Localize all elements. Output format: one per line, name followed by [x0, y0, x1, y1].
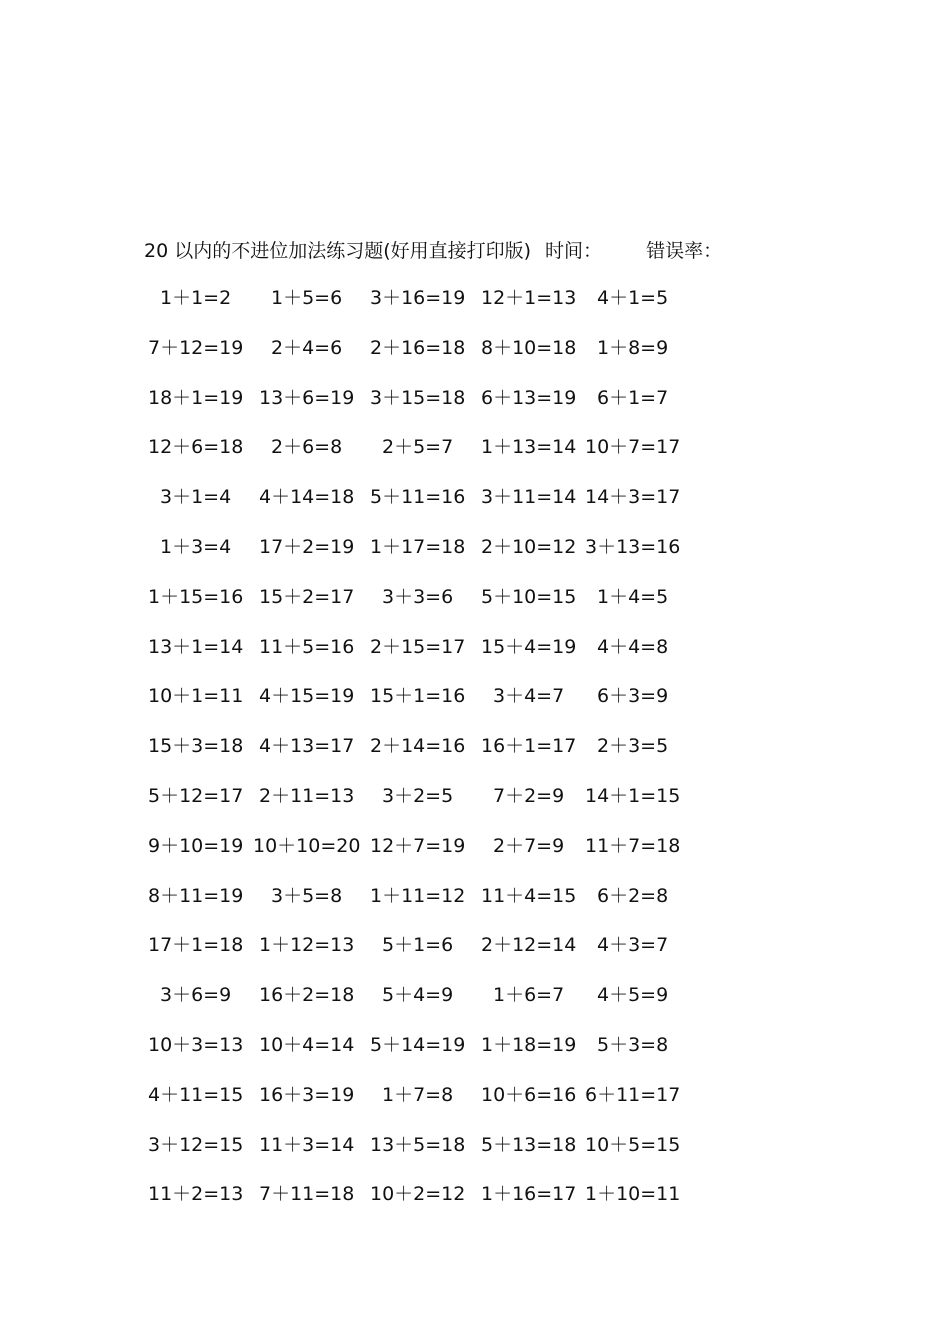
addition-problem: 10＋4=14: [259, 1034, 355, 1056]
addition-problem: 12＋7=19: [370, 834, 466, 857]
addition-problem: 4＋15=19: [259, 685, 355, 708]
addition-problem: 10＋10=20: [253, 834, 361, 857]
addition-problem: 1＋10=11: [585, 1183, 681, 1206]
addition-problem: 10＋3=13: [148, 1034, 244, 1056]
addition-problem: 4＋1=5: [597, 287, 669, 309]
addition-problem: 10＋5=15: [585, 1133, 681, 1156]
addition-problem: 3＋13=16: [585, 536, 681, 558]
addition-problem: 13＋5=18: [370, 1133, 466, 1156]
addition-problem: 5＋13=18: [481, 1133, 577, 1156]
addition-problem: 18＋1=19: [148, 386, 244, 409]
problem-row: [0, 931, 950, 959]
addition-problem: 16＋1=17: [481, 735, 577, 758]
addition-problem: 10＋7=17: [585, 436, 681, 459]
addition-problem: 3＋6=9: [160, 984, 232, 1007]
addition-problem: 6＋1=7: [597, 386, 669, 409]
problem-row: [0, 682, 950, 710]
addition-problem: 5＋11=16: [370, 486, 466, 509]
addition-problem: 15＋1=16: [370, 685, 466, 708]
worksheet-title: 20 以内的不进位加法练习题(好用直接打印版): [144, 240, 532, 262]
problem-row: [0, 1081, 950, 1109]
addition-problem: 16＋3=19: [259, 1083, 355, 1106]
addition-problem: 10＋6=16: [481, 1083, 577, 1106]
addition-problem: 12＋6=18: [148, 436, 244, 459]
problem-row: [0, 384, 950, 412]
addition-problem: 2＋3=5: [597, 735, 669, 758]
problem-row: [0, 732, 950, 760]
addition-problem: 1＋12=13: [259, 934, 355, 957]
addition-problem: 17＋2=19: [259, 536, 355, 558]
addition-problem: 2＋14=16: [370, 735, 466, 758]
problem-row: [0, 832, 950, 860]
problem-row: [0, 1131, 950, 1159]
problem-row: [0, 782, 950, 810]
addition-problem: 1＋6=7: [493, 984, 565, 1007]
addition-problem: 2＋7=9: [493, 834, 565, 857]
addition-problem: 3＋2=5: [382, 785, 454, 807]
problem-row: [0, 334, 950, 362]
addition-problem: 3＋11=14: [481, 486, 577, 509]
addition-problem: 4＋11=15: [148, 1083, 244, 1106]
addition-problem: 1＋15=16: [148, 585, 244, 608]
addition-problem: 13＋1=14: [148, 635, 244, 658]
addition-problem: 7＋2=9: [493, 785, 565, 807]
problem-row: [0, 583, 950, 611]
addition-problem: 11＋3=14: [259, 1133, 355, 1156]
addition-problem: 15＋2=17: [259, 585, 355, 608]
addition-problem: 14＋1=15: [585, 785, 681, 807]
problem-row: [0, 633, 950, 661]
addition-problem: 11＋5=16: [259, 635, 355, 658]
addition-problem: 7＋12=19: [148, 336, 244, 359]
problem-row: [0, 433, 950, 461]
addition-problem: 6＋2=8: [597, 884, 669, 907]
addition-problem: 1＋4=5: [597, 585, 669, 608]
addition-problem: 16＋2=18: [259, 984, 355, 1007]
problem-row: [0, 882, 950, 910]
addition-problem: 2＋11=13: [259, 785, 355, 807]
addition-problem: 3＋4=7: [493, 685, 565, 708]
addition-problem: 9＋10=19: [148, 834, 244, 857]
addition-problem: 2＋5=7: [382, 436, 454, 459]
addition-problem: 13＋6=19: [259, 386, 355, 409]
addition-problem: 5＋4=9: [382, 984, 454, 1007]
addition-problem: 15＋4=19: [481, 635, 577, 658]
addition-problem: 6＋13=19: [481, 386, 577, 409]
addition-problem: 2＋16=18: [370, 336, 466, 359]
problem-row: [0, 1180, 950, 1208]
addition-problem: 1＋3=4: [160, 536, 232, 558]
problem-row: [0, 1031, 950, 1059]
time-label: 时间：: [545, 240, 603, 262]
addition-problem: 2＋15=17: [370, 635, 466, 658]
addition-problem: 17＋1=18: [148, 934, 244, 957]
addition-problem: 2＋10=12: [481, 536, 577, 558]
addition-problem: 15＋3=18: [148, 735, 244, 758]
addition-problem: 4＋5=9: [597, 984, 669, 1007]
addition-problem: 3＋5=8: [271, 884, 343, 907]
addition-problem: 4＋4=8: [597, 635, 669, 658]
addition-problem: 6＋3=9: [597, 685, 669, 708]
addition-problem: 1＋11=12: [370, 884, 466, 907]
addition-problem: 5＋10=15: [481, 585, 577, 608]
error-rate-label: 错误率：: [646, 240, 723, 262]
addition-problem: 2＋12=14: [481, 934, 577, 957]
addition-problem: 14＋3=17: [585, 486, 681, 509]
problem-row: [0, 533, 950, 561]
addition-problem: 5＋1=6: [382, 934, 454, 957]
problem-row: [0, 284, 950, 312]
problem-row: [0, 483, 950, 511]
addition-problem: 1＋16=17: [481, 1183, 577, 1206]
addition-problem: 3＋12=15: [148, 1133, 244, 1156]
addition-problem: 1＋13=14: [481, 436, 577, 459]
addition-problem: 1＋17=18: [370, 536, 466, 558]
addition-problem: 5＋14=19: [370, 1034, 466, 1056]
addition-problem: 5＋3=8: [597, 1034, 669, 1056]
addition-problem: 7＋11=18: [259, 1183, 355, 1206]
addition-problem: 10＋2=12: [370, 1183, 466, 1206]
addition-problem: 1＋7=8: [382, 1083, 454, 1106]
addition-problem: 1＋1=2: [160, 287, 232, 309]
addition-problem: 8＋10=18: [481, 336, 577, 359]
addition-problem: 3＋15=18: [370, 386, 466, 409]
addition-problem: 8＋11=19: [148, 884, 244, 907]
addition-problem: 1＋8=9: [597, 336, 669, 359]
addition-problem: 10＋1=11: [148, 685, 244, 708]
addition-problem: 1＋5=6: [271, 287, 343, 309]
addition-problem: 4＋14=18: [259, 486, 355, 509]
addition-problem: 11＋4=15: [481, 884, 577, 907]
problem-row: [0, 981, 950, 1009]
addition-problem: 3＋1=4: [160, 486, 232, 509]
addition-problem: 2＋6=8: [271, 436, 343, 459]
addition-problem: 3＋16=19: [370, 287, 466, 309]
addition-problem: 2＋4=6: [271, 336, 343, 359]
addition-problem: 5＋12=17: [148, 785, 244, 807]
addition-problem: 11＋7=18: [585, 834, 681, 857]
addition-problem: 3＋3=6: [382, 585, 454, 608]
addition-problem: 6＋11=17: [585, 1083, 681, 1106]
addition-problem: 1＋18=19: [481, 1034, 577, 1056]
addition-problem: 4＋3=7: [597, 934, 669, 957]
addition-problem: 12＋1=13: [481, 287, 577, 309]
addition-problem: 4＋13=17: [259, 735, 355, 758]
addition-problem: 11＋2=13: [148, 1183, 244, 1206]
